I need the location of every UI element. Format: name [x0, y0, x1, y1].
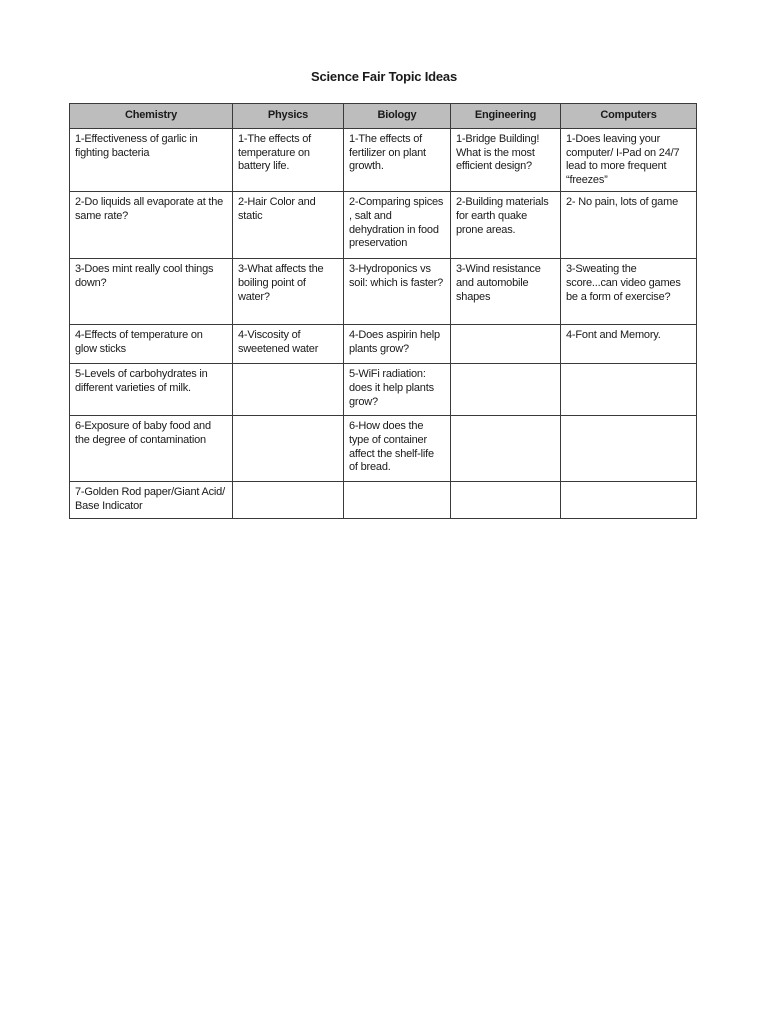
table-cell-empty	[451, 364, 561, 416]
table-row	[70, 192, 697, 259]
table-cell-empty	[233, 416, 344, 482]
table-cell: 1-Bridge Building! What is the most efficient design?	[451, 129, 561, 192]
table-cell-empty	[451, 325, 561, 364]
table-cell: 3-Sweating the score...can video games be a form of exercise?	[561, 259, 697, 325]
table-cell-empty	[451, 416, 561, 482]
table-cell: 2-Comparing spices , salt and dehydration in food preservation	[344, 192, 451, 259]
table-cell: 4-Effects of temperature on glow sticks	[70, 325, 233, 364]
table-cell-empty	[561, 364, 697, 416]
table-cell: 3-What affects the boiling point of water?	[233, 259, 344, 325]
table-row	[70, 325, 697, 364]
column-header-computers: Computers	[561, 104, 697, 129]
table-cell: 1-The effects of fertilizer on plant growth.	[344, 129, 451, 192]
table-cell-empty	[451, 482, 561, 519]
table-cell: 1-Effectiveness of garlic in fighting bacteria	[70, 129, 233, 192]
table-cell: 5-Levels of carbohydrates in different varieties of milk.	[70, 364, 233, 416]
table-cell-empty	[561, 416, 697, 482]
table-cell: 3-Does mint really cool things down?	[70, 259, 233, 325]
table-cell-empty	[233, 482, 344, 519]
table-cell: 7-Golden Rod paper/Giant Acid/ Base Indicator	[70, 482, 233, 519]
table-row	[70, 129, 697, 192]
table-cell-empty	[561, 482, 697, 519]
table-cell: 2-Do liquids all evaporate at the same rate?	[70, 192, 233, 259]
table-header-row	[70, 104, 697, 129]
table-cell: 3-Hydroponics vs soil: which is faster?	[344, 259, 451, 325]
table-cell: 6-Exposure of baby food and the degree of contamination	[70, 416, 233, 482]
table-cell-empty	[344, 482, 451, 519]
table-row	[70, 259, 697, 325]
table-cell: 4-Font and Memory.	[561, 325, 697, 364]
table-cell: 1-Does leaving your computer/ I-Pad on 24/7 lead to more frequent “freezes”	[561, 129, 697, 192]
topics-table	[69, 103, 697, 519]
document-title: Science Fair Topic Ideas	[311, 69, 457, 84]
column-header-physics: Physics	[233, 104, 344, 129]
table-cell: 2-Building materials for earth quake prone areas.	[451, 192, 561, 259]
table-cell: 4-Viscosity of sweetened water	[233, 325, 344, 364]
table-cell-empty	[233, 364, 344, 416]
table-row	[70, 416, 697, 482]
table-cell: 6-How does the type of container affect the shelf-life of bread.	[344, 416, 451, 482]
table-cell: 4-Does aspirin help plants grow?	[344, 325, 451, 364]
table-cell: 1-The effects of temperature on battery life.	[233, 129, 344, 192]
table-cell: 3-Wind resistance and automobile shapes	[451, 259, 561, 325]
table-cell: 2- No pain, lots of game	[561, 192, 697, 259]
table-cell: 2-Hair Color and static	[233, 192, 344, 259]
table-row	[70, 482, 697, 519]
table-cell: 5-WiFi radiation: does it help plants grow?	[344, 364, 451, 416]
table-row	[70, 364, 697, 416]
column-header-biology: Biology	[344, 104, 451, 129]
column-header-engineering: Engineering	[451, 104, 561, 129]
column-header-chemistry: Chemistry	[70, 104, 233, 129]
